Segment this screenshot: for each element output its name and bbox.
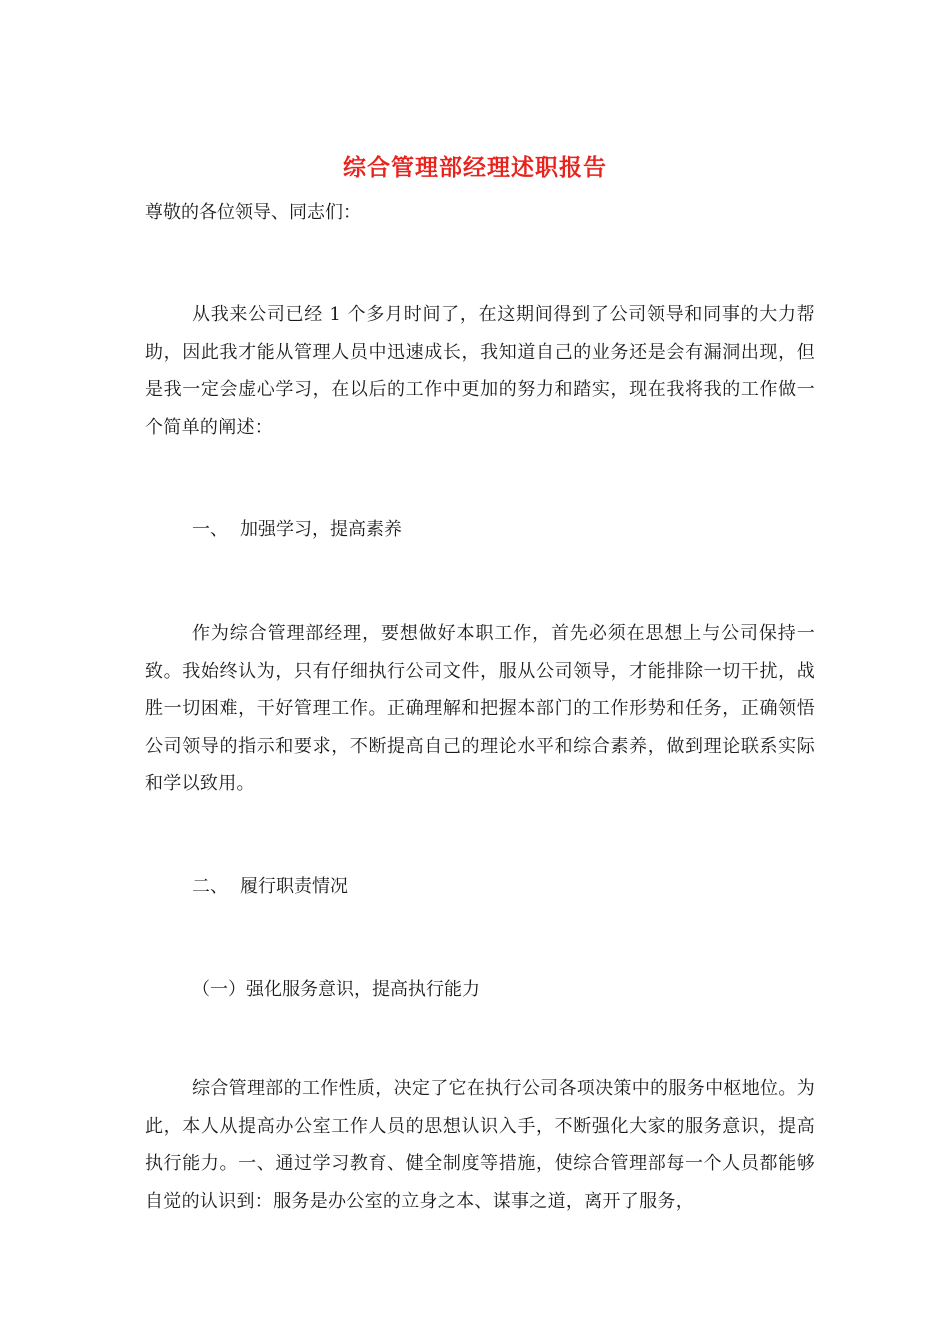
section-1-paragraph: 作为综合管理部经理，要想做好本职工作，首先必须在思想上与公司保持一致。我始终认为，只有仔细执行公司文件，服从公司领导，才能排除一切干扰，战胜一切困难，干好管理工作。正确理解和把握本部门的工作形势和任务，正确领悟公司领导的指示和要求，不断提高自己的理论水平和综合素养，做到理论联系实际和学以致用。 xyxy=(145,623,815,794)
subsection-1-heading xyxy=(192,975,480,1005)
subsection-1-paragraph: 综合管理部的工作性质，决定了它在执行公司各项决策中的服务中枢地位。为此，本人从提高办公室工作人员的思想认识入手，不断强化大家的服务意识，提高执行能力。一、通过学习教育、健全制度等措施，使综合管理部每一个人员都能够自觉的认识到：服务是办公室的立身之本、谋事之道，离开了服务， xyxy=(145,1078,815,1212)
section-2-heading xyxy=(192,872,348,902)
salutation: 尊敬的各位领导、同志们： xyxy=(145,202,361,223)
subsection-1-number: （一） xyxy=(192,979,246,1000)
intro-paragraph: 从我来公司已经 1 个多月时间了，在这期间得到了公司领导和同事的大力帮助，因此我才能从管理人员中迅速成长，我知道自己的业务还是会有漏洞出现，但是我一定会虚心学习，在以后的工作中更加的努力和踏实，现在我将我的工作做一个简单的阐述： xyxy=(145,304,815,438)
section-2-title: 履行职责情况 xyxy=(240,876,348,897)
section-1-number: 一、 xyxy=(192,519,228,540)
section-1-heading xyxy=(192,515,402,545)
section-1-title: 加强学习，提高素养 xyxy=(240,519,402,540)
subsection-1-title: 强化服务意识，提高执行能力 xyxy=(246,979,480,1000)
section-2-number: 二、 xyxy=(192,876,228,897)
document-title: 综合管理部经理述职报告 xyxy=(343,154,607,181)
